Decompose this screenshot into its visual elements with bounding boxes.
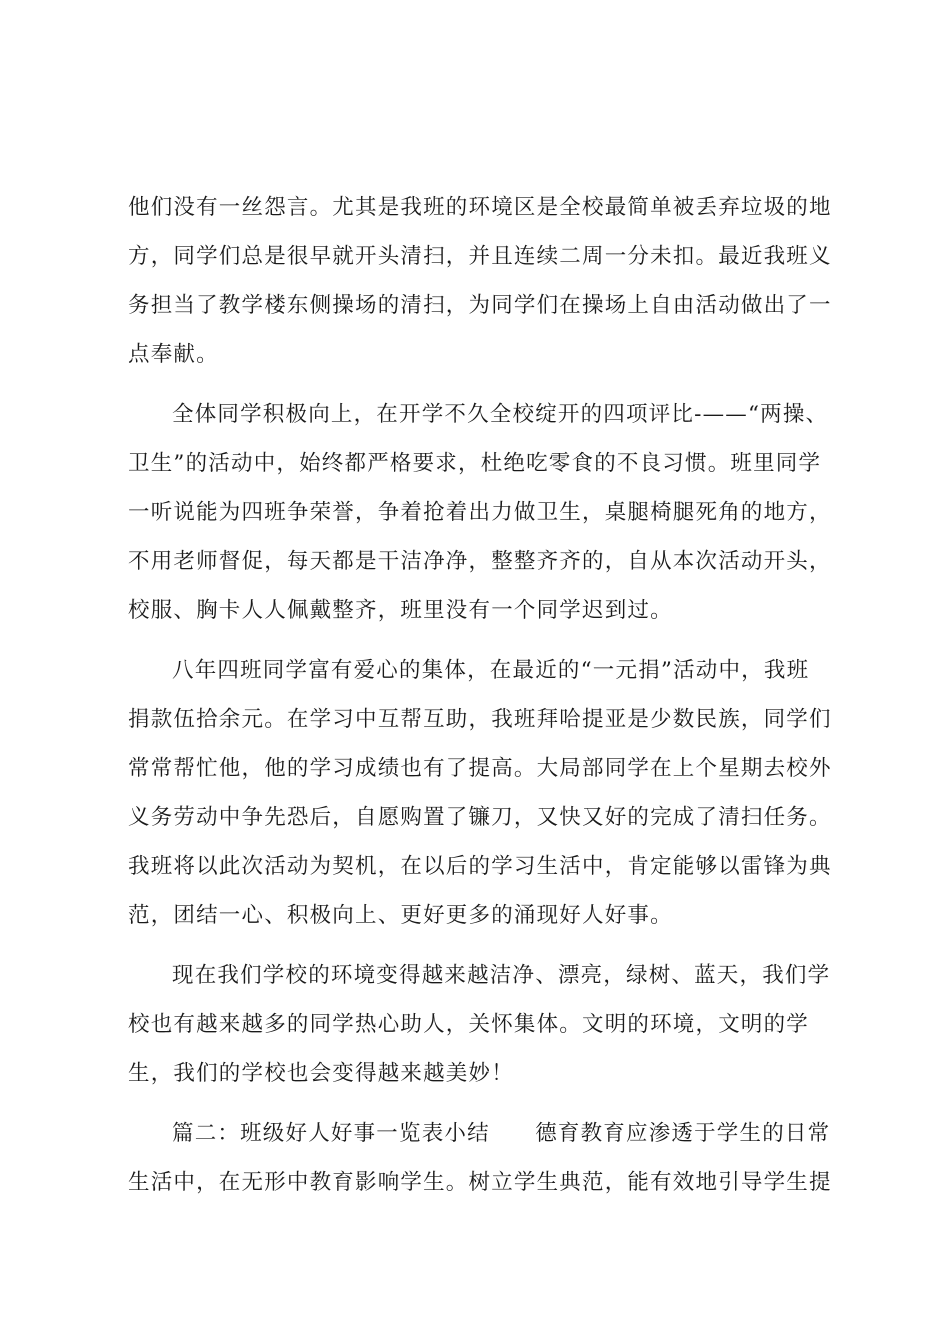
text-line: 捐款伍拾余元。在学习中互帮互助，我班拜哈提亚是少数民族，同学们	[128, 707, 832, 732]
text-line: 我班将以此次活动为契机，在以后的学习生活中，肯定能够以雷锋为典	[128, 854, 832, 879]
text-line: 范，团结一心、积极向上、更好更多的涌现好人好事。	[128, 903, 673, 928]
paragraph-spacer	[128, 635, 848, 646]
text-line: 卫生”的活动中，始终都严格要求，杜绝吃零食的不良习惯。班里同学	[128, 451, 822, 476]
paragraph-2	[128, 390, 848, 635]
paragraph-3	[128, 646, 848, 940]
text-line: 义务劳动中争先恐后，自愿购置了镰刀，又快又好的完成了清扫任务。	[128, 805, 832, 830]
text-line: 常常帮忙他，他的学习成绩也有了提高。大局部同学在上个星期去校外	[128, 756, 832, 781]
text-line: 现在我们学校的环境变得越来越洁净、漂亮，绿树、蓝天，我们学	[172, 963, 831, 988]
paragraph-5	[128, 1109, 848, 1207]
text-line: 全体同学积极向上，在开学不久全校绽开的四项评比-——“两操、	[172, 402, 829, 427]
text-line: 务担当了教学楼东侧操场的清扫，为同学们在操场上自由活动做出了一	[128, 293, 832, 318]
text-line: 不用老师督促，每天都是干洁净净，整整齐齐的，自从本次活动开头，	[128, 549, 832, 574]
text-line: 生活中，在无形中教育影响学生。树立学生典范，能有效地引导学生提	[128, 1170, 832, 1195]
text-line: 校也有越来越多的同学热心助人，关怀集体。文明的环境，文明的学	[128, 1012, 810, 1037]
paragraph-spacer	[128, 940, 848, 951]
paragraph-4	[128, 951, 848, 1098]
text-line: 一听说能为四班争荣誉，争着抢着出力做卫生，桌腿椅腿死角的地方，	[128, 500, 832, 525]
text-line: 八年四班同学富有爱心的集体，在最近的“一元捐”活动中，我班	[172, 658, 810, 683]
text-line: 点奉献。	[128, 342, 219, 367]
paragraph-spacer	[128, 1098, 848, 1109]
document-body	[128, 183, 848, 1207]
text-line: 篇二：班级好人好事一览表小结 德育教育应渗透于学生的日常	[172, 1121, 831, 1146]
paragraph-1	[128, 183, 848, 379]
text-line: 生，我们的学校也会变得越来越美妙！	[128, 1061, 514, 1086]
paragraph-spacer	[128, 379, 848, 390]
text-line: 校服、胸卡人人佩戴整齐，班里没有一个同学迟到过。	[128, 598, 673, 623]
text-line: 他们没有一丝怨言。尤其是我班的环境区是全校最简单被丢弃垃圾的地	[128, 195, 832, 220]
text-line: 方，同学们总是很早就开头清扫，并且连续二周一分未扣。最近我班义	[128, 244, 832, 269]
